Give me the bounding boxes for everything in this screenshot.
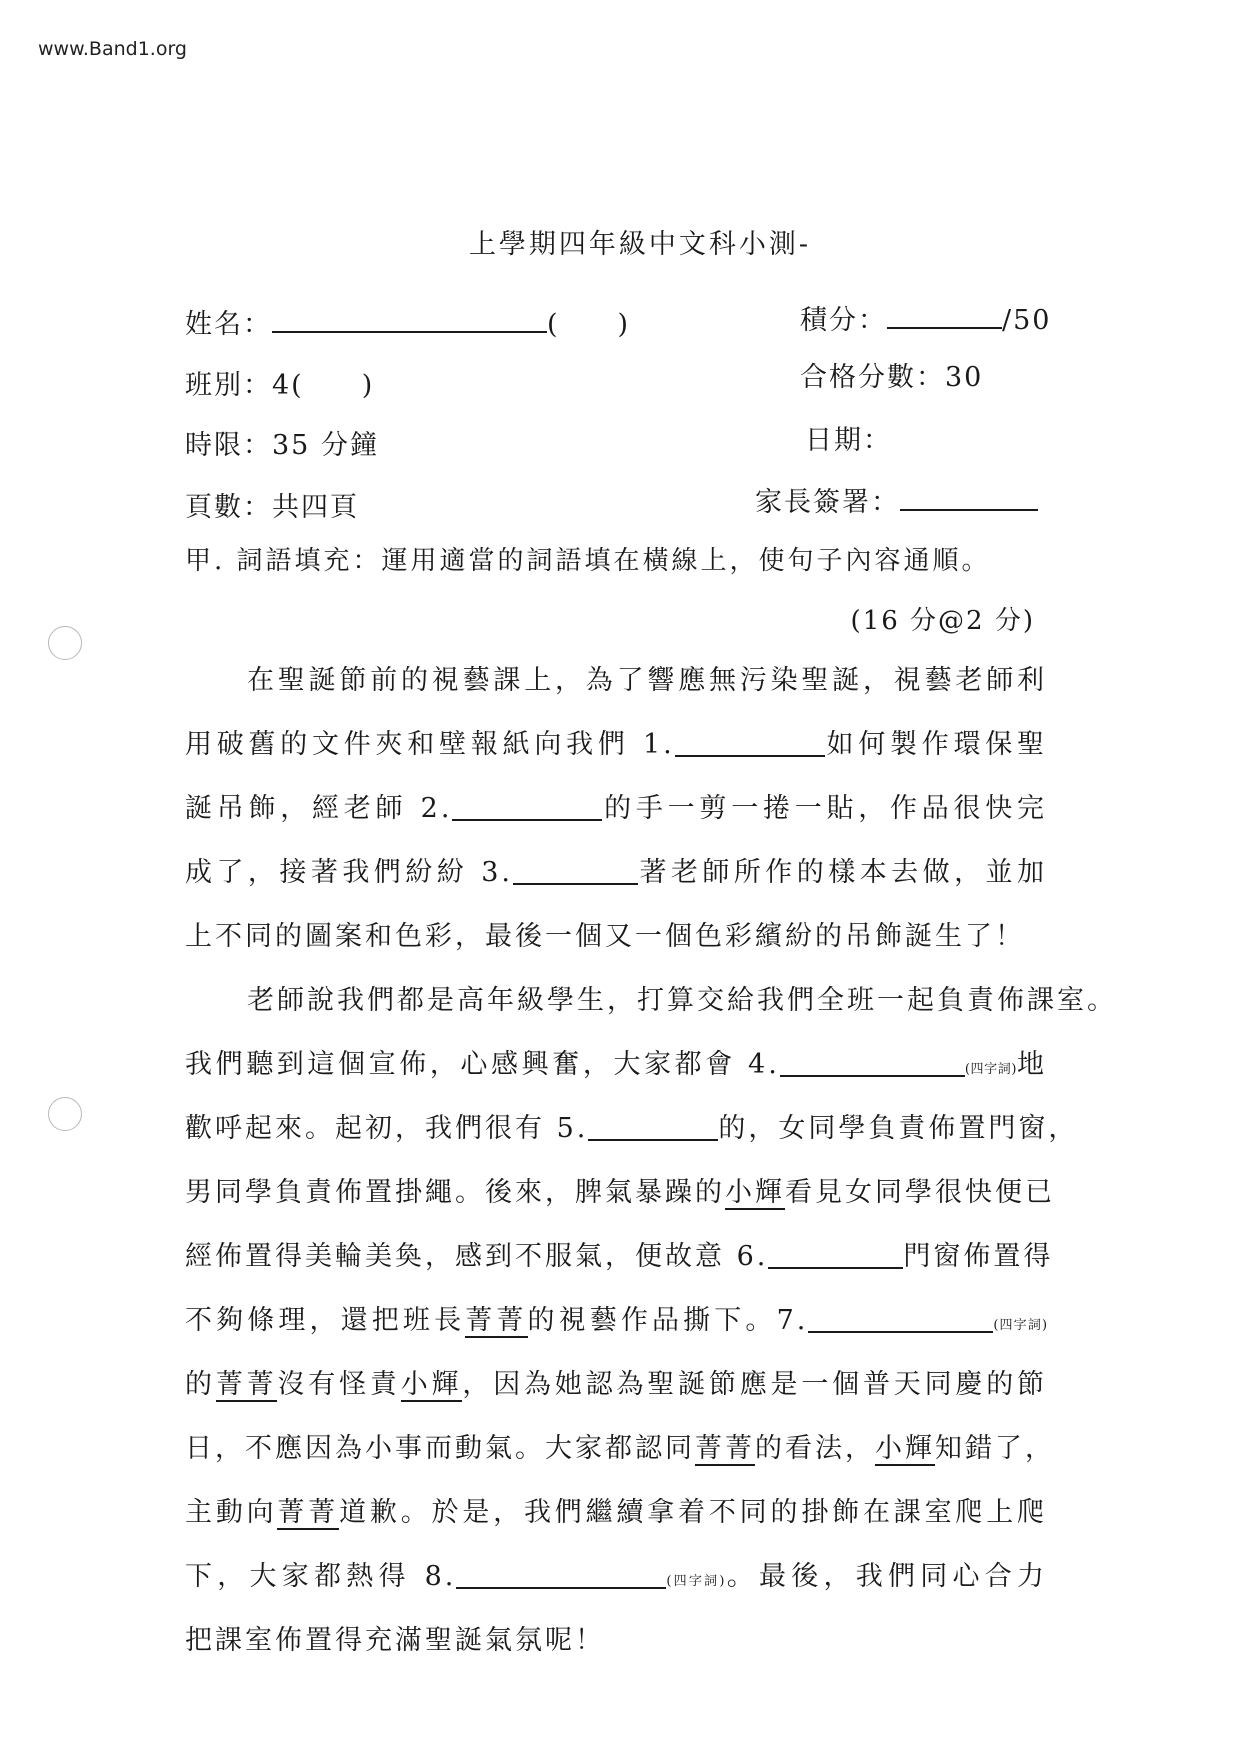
pass-score-field: 合格分數：30 — [800, 362, 984, 393]
blank-6 — [768, 1237, 903, 1269]
text-line: 在聖誕節前的視藝課上，為了響應無污染聖誕，視藝老師利 — [247, 665, 1047, 696]
punch-hole-top — [48, 626, 82, 660]
parent-label: 家長簽署： — [755, 487, 900, 518]
name-jingjing: 菁菁 — [215, 1369, 278, 1400]
text-line: 男同學負責佈置掛繩。後來，脾氣暴躁的小輝看見女同學很快便已 — [185, 1177, 1055, 1208]
name-jingjing: 菁菁 — [695, 1433, 755, 1464]
score-blank — [887, 301, 1002, 329]
name-xiaohui: 小輝 — [875, 1433, 935, 1464]
score-total: /50 — [1002, 305, 1052, 336]
text-line: 我們聽到這個宣佈，心感興奮，大家都會 4. (四字詞)地 — [185, 1033, 1047, 1097]
text-line: 日，不應因為小事而動氣。大家都認同菁菁的看法，小輝知錯了， — [185, 1433, 1055, 1464]
text-line: 經佈置得美輪美奐，感到不服氣，便故意 6. 門窗佈置得 — [185, 1225, 1047, 1289]
text-line: 老師說我們都是高年級學生，打算交給我們全班一起負責佈課室。 — [247, 985, 1117, 1016]
page-title: 上學期四年級中文科小測- — [468, 229, 812, 260]
pages-field: 頁數：共四頁 — [185, 492, 359, 523]
name-blank — [272, 305, 547, 333]
name-label: 姓名： — [185, 309, 272, 340]
name-jingjing: 菁菁 — [277, 1497, 340, 1528]
date-field: 日期： — [805, 425, 892, 456]
blank-7 — [808, 1301, 993, 1333]
name-xiaohui: 小輝 — [725, 1177, 785, 1208]
paragraph-2 — [185, 969, 1117, 1673]
text-line: 不夠條理，還把班長菁菁的視藝作品撕下。7. (四字詞) — [185, 1289, 1047, 1353]
paragraph-1 — [185, 649, 1047, 969]
score-label: 積分： — [800, 305, 887, 336]
text-line: 的菁菁沒有怪責小輝，因為她認為聖誕節應是一個普天同慶的節 — [185, 1369, 1048, 1400]
name-paren: ( ) — [547, 309, 631, 340]
parent-signature-field — [755, 480, 1038, 519]
four-char-note: (四字詞) — [964, 1062, 1017, 1077]
name-xiaohui: 小輝 — [400, 1369, 463, 1400]
text-line: 把課室佈置得充滿聖誕氣氛呢！ — [185, 1625, 605, 1656]
punch-hole-bottom — [48, 1097, 82, 1131]
section-marks: (16 分@2 分) — [850, 606, 1035, 636]
score-field — [800, 298, 1051, 337]
text-line: 歡呼起來。起初，我們很有 5. 的，女同學負責佈置門窗， — [185, 1097, 1047, 1161]
name-jingjing: 菁菁 — [465, 1305, 528, 1336]
section-heading: 甲. 詞語填充：運用適當的詞語填在橫線上，使句子內容通順。 — [185, 546, 991, 576]
text-line: 誕吊飾，經老師 2. 的手一剪一捲一貼，作品很快完 — [185, 777, 1047, 841]
site-url: www.Band1.org — [38, 38, 187, 60]
blank-3 — [513, 853, 638, 885]
text-line: 成了，接著我們紛紛 3. 著老師所作的樣本去做，並加 — [185, 841, 1047, 905]
four-char-note: (四字詞) — [993, 1318, 1048, 1333]
blank-2 — [452, 789, 602, 821]
blank-4 — [780, 1045, 965, 1077]
blank-1 — [675, 725, 825, 757]
name-field — [185, 302, 630, 341]
class-field: 班別：4( ) — [185, 370, 375, 401]
blank-8 — [456, 1557, 666, 1589]
parent-blank — [900, 483, 1038, 511]
blank-5 — [588, 1109, 718, 1141]
text-line: 主動向菁菁道歉。於是，我們繼續拿着不同的掛飾在課室爬上爬 — [185, 1497, 1048, 1528]
text-line: 下，大家都熱得 8. (四字詞)。最後，我們同心合力 — [185, 1545, 1047, 1609]
time-limit-field: 時限：35 分鐘 — [185, 430, 379, 461]
text-line: 上不同的圖案和色彩，最後一個又一個色彩繽紛的吊飾誕生了！ — [185, 921, 1025, 952]
four-char-note: (四字詞) — [666, 1574, 725, 1589]
text-line: 用破舊的文件夾和壁報紙向我們 1. 如何製作環保聖 — [185, 713, 1047, 777]
